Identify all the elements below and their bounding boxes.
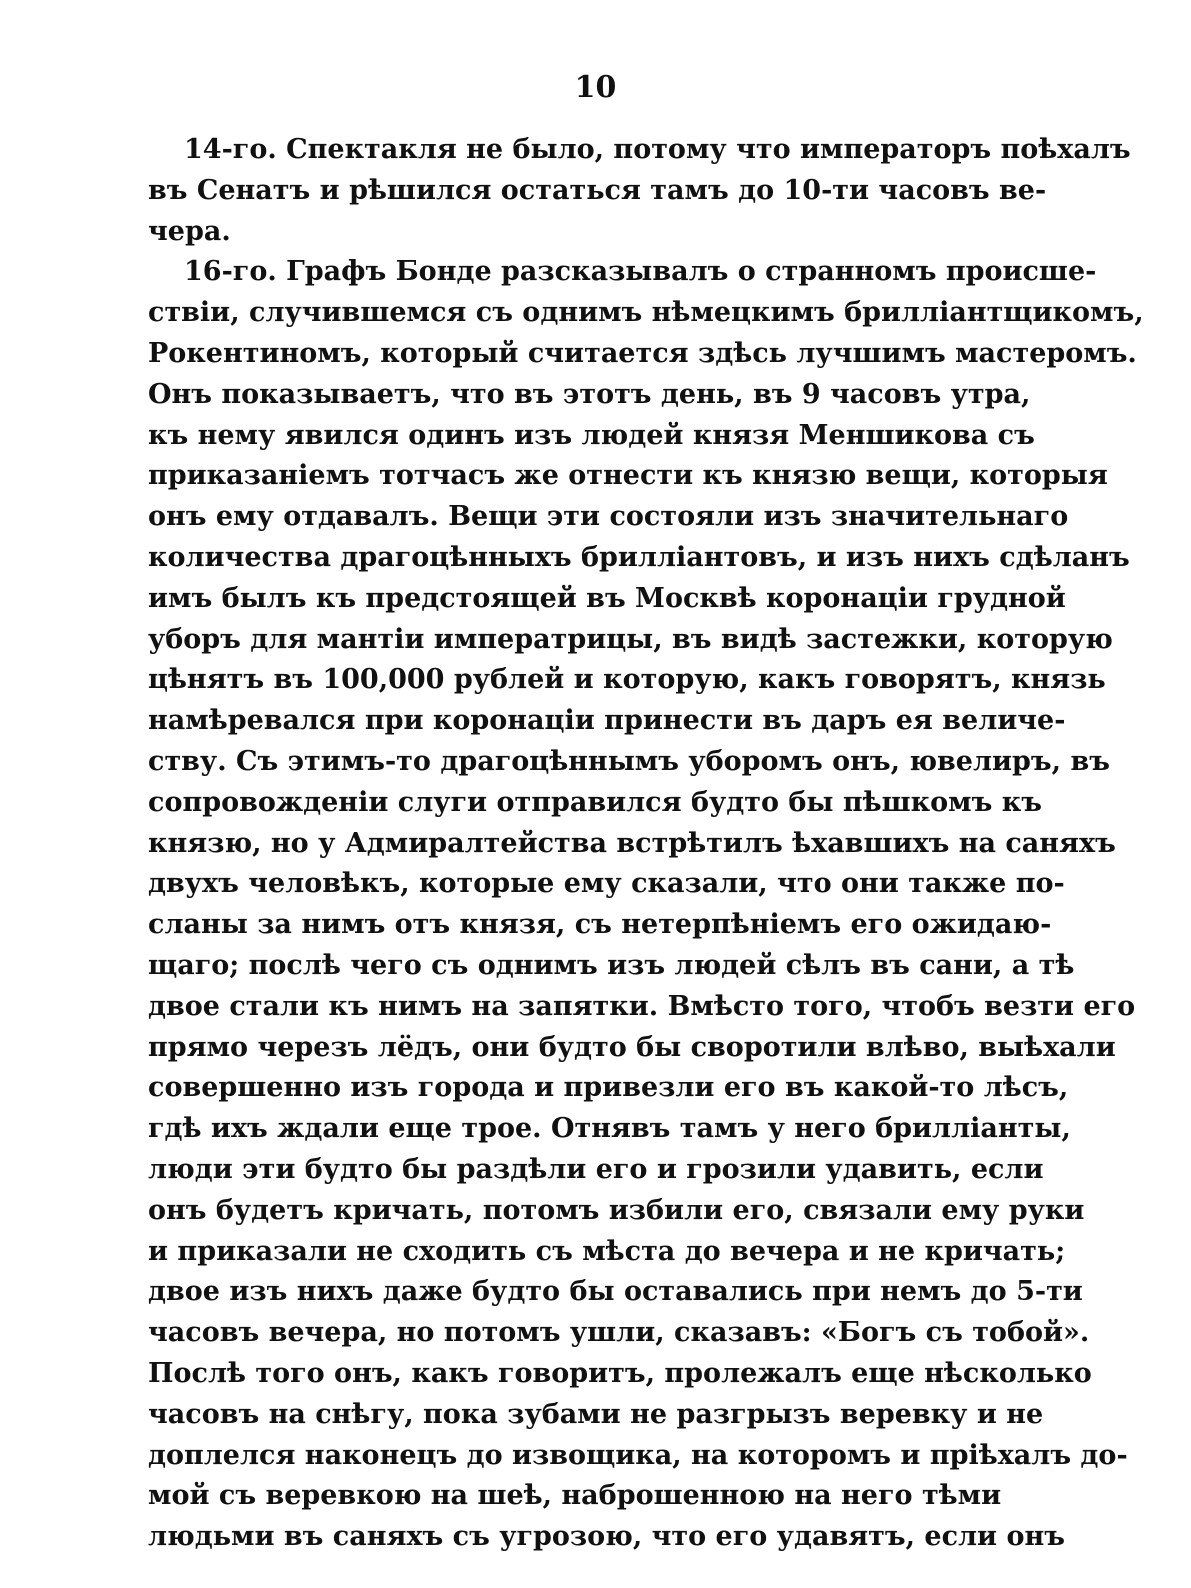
body-text (148, 130, 1144, 1558)
text-line: сопровожденіи слуги отправился будто бы пѣшкомъ къ (148, 786, 1042, 818)
text-line: доплелся наконецъ до извощика, на которомъ и пріѣхалъ до- (148, 1439, 1128, 1471)
text-line: приказаніемъ тотчасъ же отнести къ князю вещи, которыя (148, 460, 1108, 492)
text-line: въ Сенатъ и рѣшился остаться тамъ до 10-ти часовъ ве- (148, 174, 1047, 206)
text-line: совершенно изъ города и привезли его въ какой-то лѣсъ, (148, 1072, 1069, 1104)
text-line: Рокентиномъ, который считается здѣсь лучшимъ мастеромъ. (148, 337, 1137, 369)
text-line: цѣнятъ въ 100,000 рублей и которую, какъ говорятъ, князь (148, 664, 1106, 696)
text-line: Послѣ того онъ, какъ говоритъ, пролежалъ еще нѣсколько (148, 1357, 1092, 1389)
text-line: уборъ для мантіи императрицы, въ видѣ застежки, которую (148, 623, 1113, 655)
text-line: сланы за нимъ отъ князя, съ нетерпѣніемъ его ожидаю- (148, 909, 1052, 941)
text-line: двое стали къ нимъ на запятки. Вмѣсто того, чтобъ везти его (148, 990, 1136, 1022)
text-line: мой съ веревкою на шеѣ, наброшенною на него тѣми (148, 1480, 1002, 1512)
text-line: и приказали не сходить съ мѣста до вечера и не кричать; (148, 1235, 1066, 1267)
text-line: онъ ему отдавалъ. Вещи эти состояли изъ значительнаго (148, 501, 1069, 533)
text-line: 16-го. Графъ Бонде разсказывалъ о странномъ происше- (184, 256, 1097, 288)
text-line: количества драгоцѣнныхъ брилліантовъ, и изъ нихъ сдѣланъ (148, 541, 1130, 573)
text-line: двухъ человѣкъ, которые ему сказали, что они также по- (148, 868, 1065, 900)
text-line: намѣревался при коронаціи принести въ даръ ея величе- (148, 705, 1066, 737)
page-number: 10 (574, 70, 617, 105)
text-line: ствіи, случившемся съ однимъ нѣмецкимъ брилліантщикомъ, (148, 297, 1144, 329)
text-line: 14-го. Спектакля не было, потому что императоръ поѣхалъ (184, 134, 1131, 165)
text-line: имъ былъ къ предстоящей въ Москвѣ коронаціи грудной (148, 582, 1066, 614)
text-line: Онъ показываетъ, что въ этотъ день, въ 9 часовъ утра, (148, 378, 1031, 410)
text-line: князю, но у Адмиралтейства встрѣтилъ ѣхавшихъ на саняхъ (148, 827, 1116, 859)
text-line: часовъ вечера, но потомъ ушли, сказавъ: «Богъ съ тобой». (148, 1317, 1090, 1349)
text-line: онъ будетъ кричать, потомъ избили его, связали ему руки (148, 1194, 1085, 1226)
text-line: ству. Съ этимъ-то драгоцѣннымъ уборомъ онъ, ювелиръ, въ (148, 745, 1110, 777)
text-line: чера. (148, 215, 231, 247)
text-line: гдѣ ихъ ждали еще трое. Отнявъ тамъ у него брилліанты, (148, 1113, 1071, 1145)
text-line: щаго; послѣ чего съ однимъ изъ людей сѣлъ въ сани, а тѣ (148, 949, 1075, 981)
text-line: прямо черезъ лёдъ, они будто бы своротили влѣво, выѣхали (148, 1031, 1116, 1063)
text-line: людьми въ саняхъ съ угрозою, что его удавятъ, если онъ (148, 1521, 1065, 1553)
text-line: люди эти будто бы раздѣли его и грозили удавить, если (148, 1153, 1044, 1185)
text-line: къ нему явился одинъ изъ людей князя Меншикова съ (148, 419, 1035, 451)
text-line: часовъ на снѣгу, пока зубами не разгрызъ веревку и не (148, 1398, 1044, 1430)
text-line: двое изъ нихъ даже будто бы оставались при немъ до 5-ти (148, 1276, 1083, 1308)
